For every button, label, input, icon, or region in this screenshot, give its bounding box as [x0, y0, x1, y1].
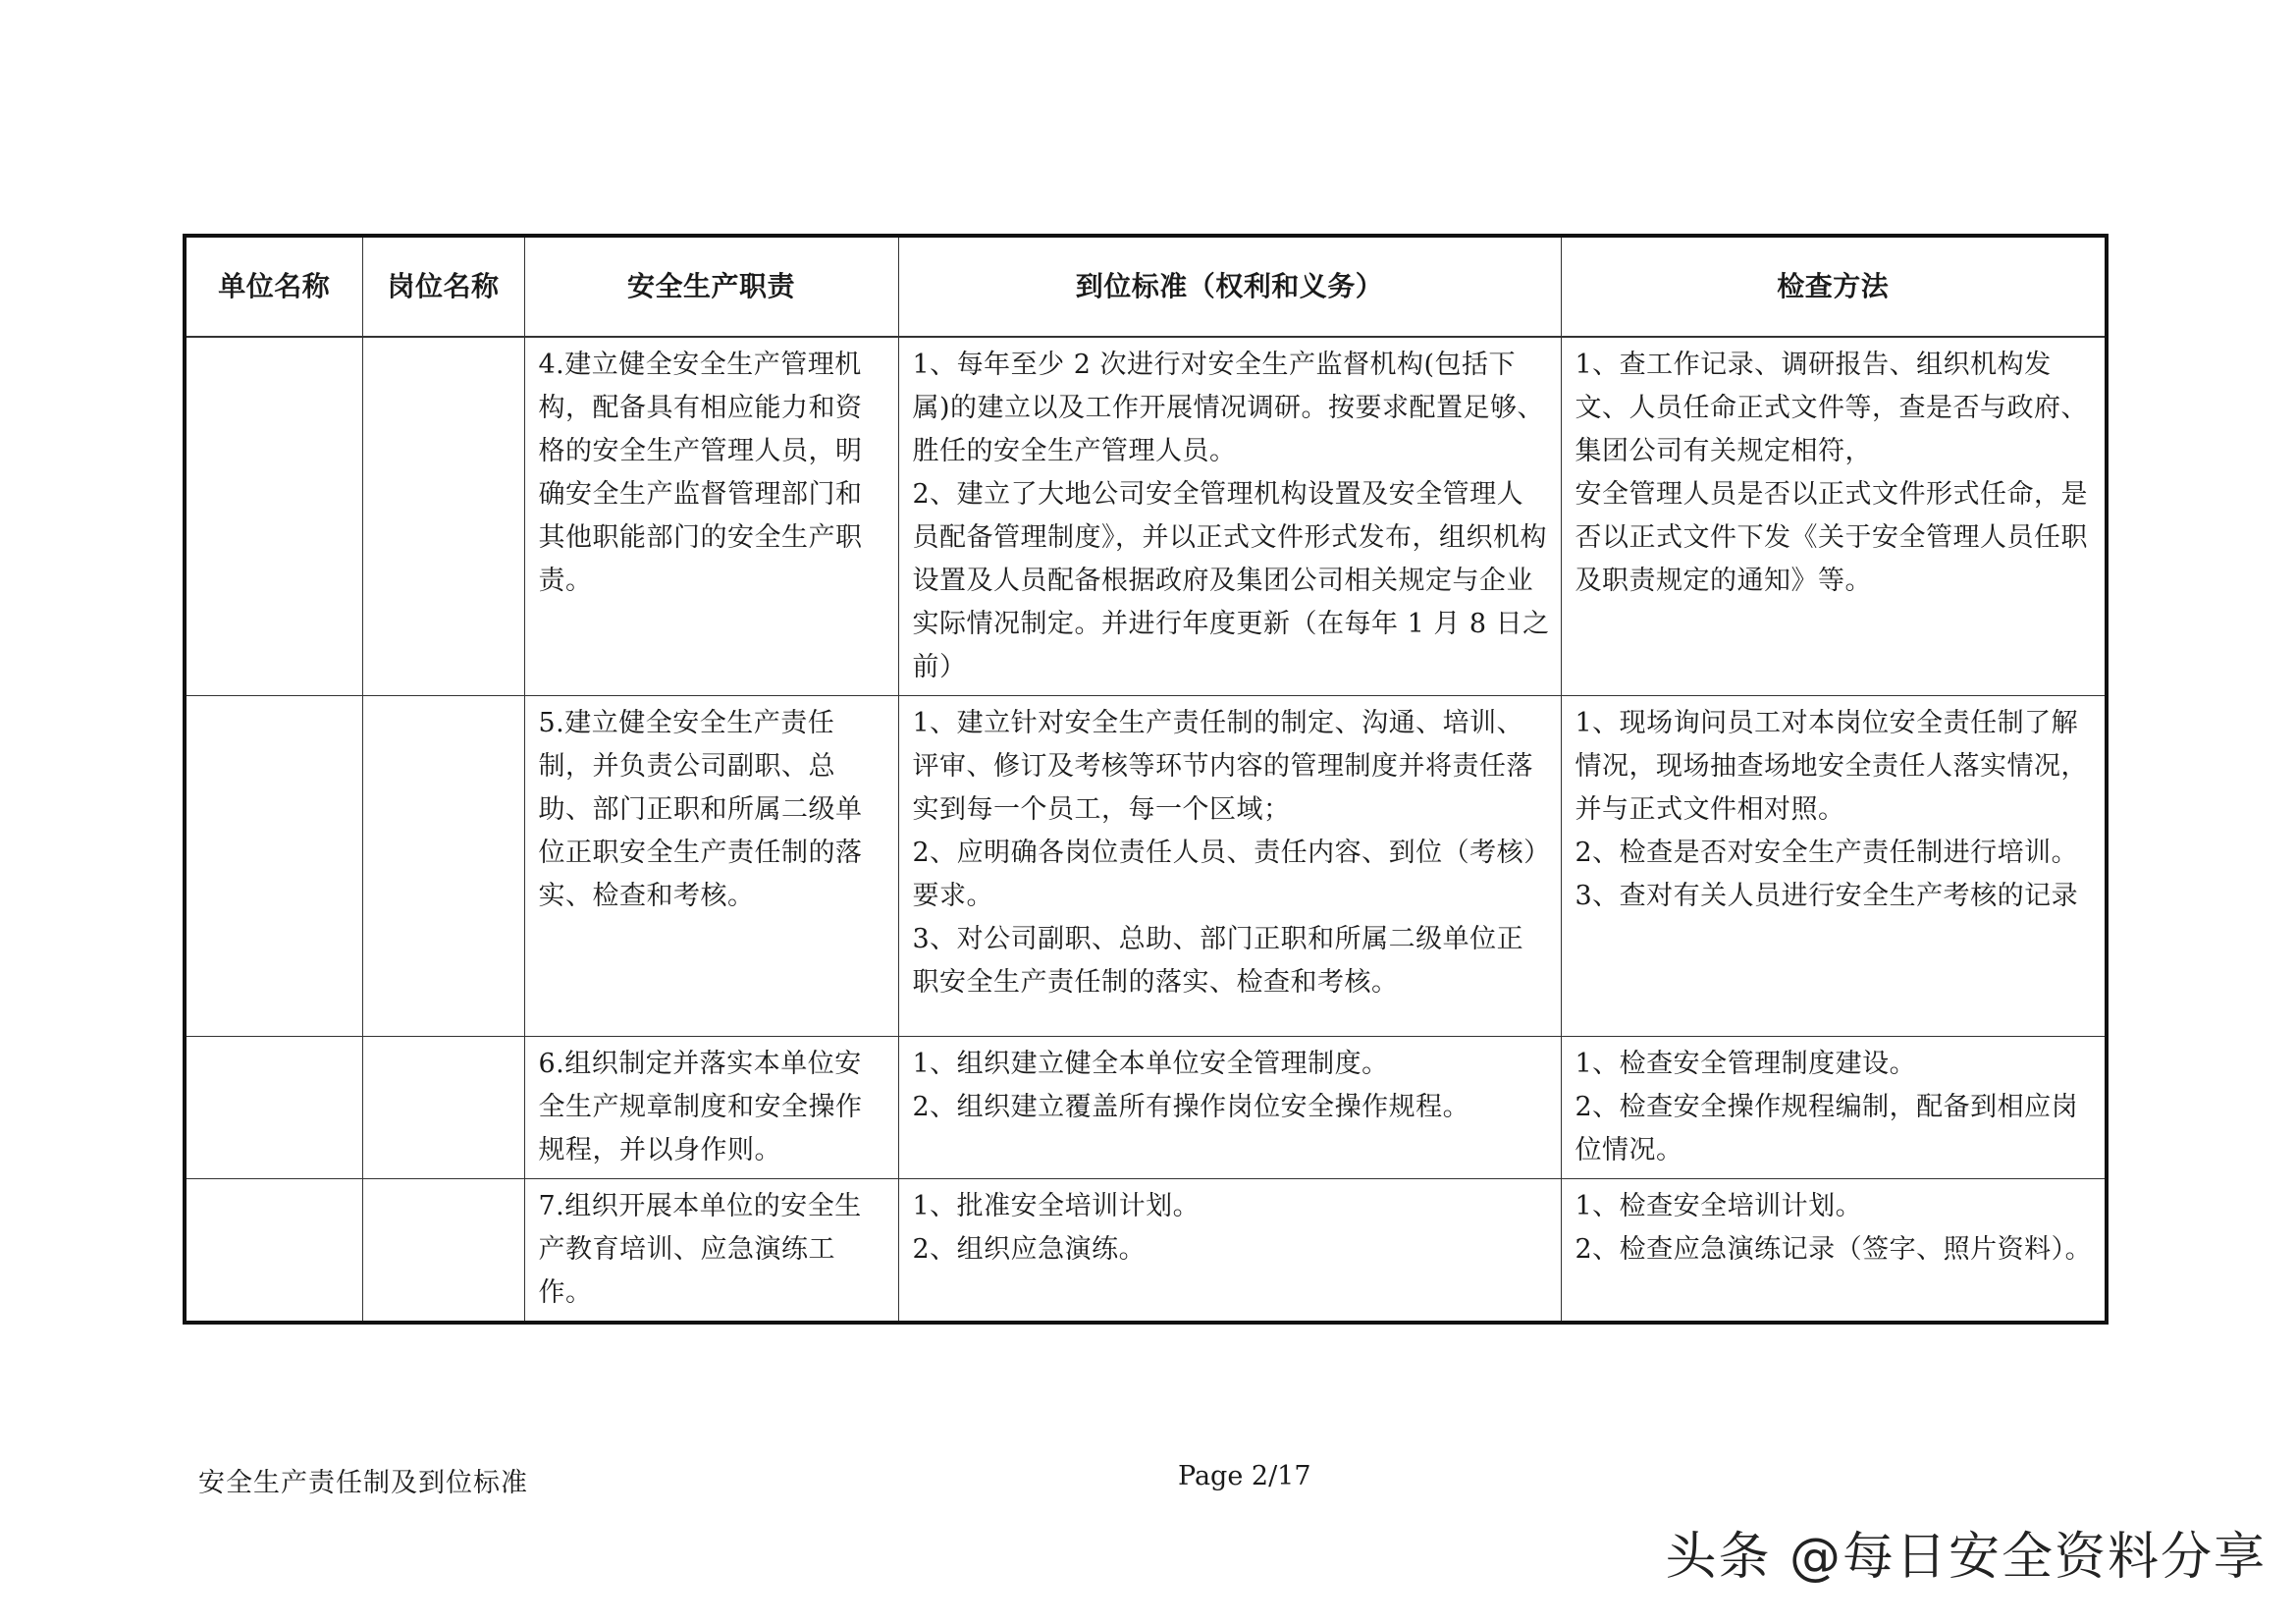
standard-item: 2、建立了大地公司安全管理机构设置及安全管理人员配备管理制度》，并以正式文件形式发布，组织机构设置及人员配备根据政府及集团公司相关规定与企业实际情况制定。并进行年度更新（在每年 1 月 8 日之前）	[912, 479, 1550, 682]
unit-cell	[185, 1179, 362, 1324]
standard-cell	[898, 1179, 1561, 1324]
check-item: 安全管理人员是否以正式文件形式任命，是否以正式文件下发《关于安全管理人员任职及职责规定的通知》等。	[1575, 479, 2088, 596]
check-item: 2、检查应急演练记录（签字、照片资料）。	[1575, 1234, 2093, 1265]
standard-item: 3、对公司副职、总助、部门正职和所属二级单位正职安全生产责任制的落实、检查和考核。	[912, 924, 1524, 998]
unit-cell	[185, 337, 362, 696]
footer-document-title: 安全生产责任制及到位标准	[198, 1468, 528, 1498]
table-row	[185, 696, 2107, 1037]
header-check-method: 检查方法	[1561, 236, 2107, 337]
position-cell	[362, 1179, 524, 1324]
check-item: 1、现场询问员工对本岗位安全责任制了解情况，现场抽查场地安全责任人落实情况，并与正式文件相对照。	[1575, 708, 2088, 825]
header-standard: 到位标准（权利和义务）	[898, 236, 1561, 337]
standard-item: 2、组织建立覆盖所有操作岗位安全操作规程。	[912, 1092, 1470, 1122]
table-header-row	[185, 236, 2107, 337]
table-row	[185, 1037, 2107, 1179]
position-cell	[362, 337, 524, 696]
duty-cell: 6.组织制定并落实本单位安全生产规章制度和安全操作规程，并以身作则。	[524, 1037, 898, 1179]
duty-cell: 5.建立健全安全生产责任制，并负责公司副职、总助、部门正职和所属二级单位正职安全生产责任制的落实、检查和考核。	[524, 696, 898, 1037]
check-item: 3、查对有关人员进行安全生产考核的记录	[1575, 881, 2079, 911]
unit-cell	[185, 1037, 362, 1179]
header-safety-duty: 安全生产职责	[524, 236, 898, 337]
duty-cell: 4.建立健全安全生产管理机构，配备具有相应能力和资格的安全生产管理人员，明确安全生产监督管理部门和其他职能部门的安全生产职责。	[524, 337, 898, 696]
standard-item: 2、组织应急演练。	[912, 1234, 1147, 1265]
check-item: 1、检查安全培训计划。	[1575, 1191, 1863, 1221]
check-item: 1、查工作记录、调研报告、组织机构发文、人员任命正式文件等，查是否与政府、集团公司有关规定相符，	[1575, 350, 2088, 466]
check-item: 2、检查安全操作规程编制，配备到相应岗位情况。	[1575, 1092, 2079, 1165]
position-cell	[362, 696, 524, 1037]
responsibility-table	[183, 234, 2109, 1325]
check-cell	[1561, 1037, 2107, 1179]
standard-item: 1、建立针对安全生产责任制的制定、沟通、培训、评审、修订及考核等环节内容的管理制度并将责任落实到每一个员工，每一个区域；	[912, 708, 1533, 825]
duty-cell: 7.组织开展本单位的安全生产教育培训、应急演练工作。	[524, 1179, 898, 1324]
standard-item: 2、应明确各岗位责任人员、责任内容、到位（考核）要求。	[912, 838, 1538, 911]
unit-cell	[185, 696, 362, 1037]
standard-cell	[898, 696, 1561, 1037]
check-item: 2、检查是否对安全生产责任制进行培训。	[1575, 838, 2079, 868]
table-row	[185, 1179, 2107, 1324]
standard-item: 1、组织建立健全本单位安全管理制度。	[912, 1049, 1389, 1079]
standard-cell	[898, 1037, 1561, 1179]
footer-page-number: Page 2/17	[1178, 1461, 1311, 1491]
header-position-name: 岗位名称	[362, 236, 524, 337]
check-item: 1、检查安全管理制度建设。	[1575, 1049, 1917, 1079]
standard-item: 1、批准安全培训计划。	[912, 1191, 1201, 1221]
watermark-text: 头条 @每日安全资料分享	[1665, 1528, 2267, 1587]
position-cell	[362, 1037, 524, 1179]
standard-item: 1、每年至少 2 次进行对安全生产监督机构(包括下属)的建立以及工作开展情况调研。按要求配置足够、胜任的安全生产管理人员。	[912, 350, 1545, 466]
header-unit-name: 单位名称	[185, 236, 362, 337]
check-cell	[1561, 1179, 2107, 1324]
check-cell	[1561, 696, 2107, 1037]
standard-cell	[898, 337, 1561, 696]
table-row	[185, 337, 2107, 696]
check-cell	[1561, 337, 2107, 696]
